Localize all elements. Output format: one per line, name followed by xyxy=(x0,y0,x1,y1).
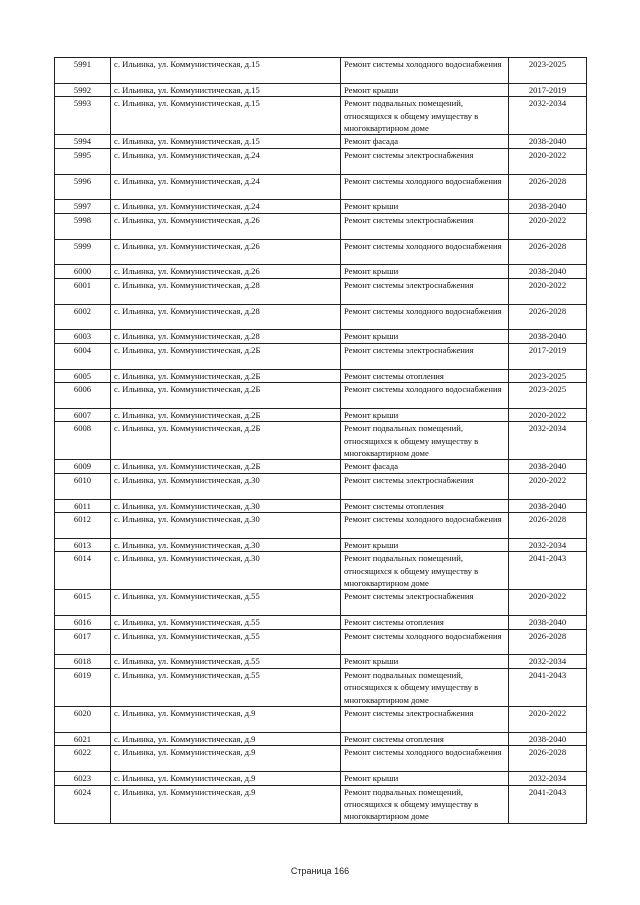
table-row xyxy=(55,239,587,265)
cell-address: с. Ильинка, ул. Коммунистическая, д.55 xyxy=(111,655,341,668)
table-row xyxy=(55,655,587,668)
cell-work-type: Ремонт системы отопления xyxy=(341,369,509,382)
cell-number: 6016 xyxy=(55,616,111,629)
table-row xyxy=(55,590,587,616)
cell-work-type: Ремонт подвальных помещений, относящихся к общему имуществу в многоквартирном доме xyxy=(341,785,509,823)
cell-address: с. Ильинка, ул. Коммунистическая, д.30 xyxy=(111,473,341,499)
cell-period: 2038-2040 xyxy=(509,460,587,473)
cell-address: с. Ильинка, ул. Коммунистическая, д.2Б xyxy=(111,369,341,382)
cell-period: 2023-2025 xyxy=(509,369,587,382)
cell-period: 2038-2040 xyxy=(509,616,587,629)
cell-period: 2026-2028 xyxy=(509,174,587,200)
cell-address: с. Ильинка, ул. Коммунистическая, д.2Б xyxy=(111,343,341,369)
cell-period: 2038-2040 xyxy=(509,330,587,343)
cell-work-type: Ремонт фасада xyxy=(341,135,509,148)
table-row xyxy=(55,369,587,382)
cell-number: 6002 xyxy=(55,304,111,330)
cell-address: с. Ильинка, ул. Коммунистическая, д.28 xyxy=(111,330,341,343)
table-row xyxy=(55,148,587,174)
table-row xyxy=(55,304,587,330)
cell-address: с. Ильинка, ул. Коммунистическая, д.30 xyxy=(111,552,341,590)
cell-address: с. Ильинка, ул. Коммунистическая, д.15 xyxy=(111,97,341,135)
table-row xyxy=(55,772,587,785)
table-row xyxy=(55,330,587,343)
cell-work-type: Ремонт системы холодного водоснабжения xyxy=(341,239,509,265)
cell-number: 6018 xyxy=(55,655,111,668)
cell-work-type: Ремонт крыши xyxy=(341,330,509,343)
cell-address: с. Ильинка, ул. Коммунистическая, д.26 xyxy=(111,265,341,278)
cell-address: с. Ильинка, ул. Коммунистическая, д.15 xyxy=(111,135,341,148)
cell-work-type: Ремонт системы холодного водоснабжения xyxy=(341,629,509,655)
cell-work-type: Ремонт фасада xyxy=(341,460,509,473)
cell-work-type: Ремонт подвальных помещений, относящихся к общему имуществу в многоквартирном доме xyxy=(341,668,509,706)
cell-address: с. Ильинка, ул. Коммунистическая, д.55 xyxy=(111,629,341,655)
cell-address: с. Ильинка, ул. Коммунистическая, д.9 xyxy=(111,732,341,745)
cell-number: 6009 xyxy=(55,460,111,473)
cell-address: с. Ильинка, ул. Коммунистическая, д.30 xyxy=(111,499,341,512)
cell-period: 2032-2034 xyxy=(509,655,587,668)
cell-work-type: Ремонт крыши xyxy=(341,200,509,213)
cell-work-type: Ремонт подвальных помещений, относящихся к общему имуществу в многоквартирном доме xyxy=(341,97,509,135)
table-row xyxy=(55,707,587,733)
cell-period: 2041-2043 xyxy=(509,668,587,706)
cell-address: с. Ильинка, ул. Коммунистическая, д.28 xyxy=(111,278,341,304)
table-row xyxy=(55,668,587,706)
cell-number: 6021 xyxy=(55,732,111,745)
cell-period: 2026-2028 xyxy=(509,304,587,330)
cell-address: с. Ильинка, ул. Коммунистическая, д.2Б xyxy=(111,460,341,473)
cell-address: с. Ильинка, ул. Коммунистическая, д.28 xyxy=(111,304,341,330)
cell-address: с. Ильинка, ул. Коммунистическая, д.15 xyxy=(111,83,341,96)
cell-work-type: Ремонт системы электроснабжения xyxy=(341,473,509,499)
cell-number: 6017 xyxy=(55,629,111,655)
cell-period: 2038-2040 xyxy=(509,732,587,745)
cell-number: 6012 xyxy=(55,513,111,539)
cell-number: 6011 xyxy=(55,499,111,512)
cell-period: 2038-2040 xyxy=(509,499,587,512)
cell-address: с. Ильинка, ул. Коммунистическая, д.55 xyxy=(111,616,341,629)
cell-work-type: Ремонт крыши xyxy=(341,772,509,785)
cell-address: с. Ильинка, ул. Коммунистическая, д.30 xyxy=(111,513,341,539)
repair-schedule-table xyxy=(54,57,587,824)
cell-number: 6004 xyxy=(55,343,111,369)
table-row xyxy=(55,513,587,539)
page-number: Страница 166 xyxy=(290,866,350,876)
cell-address: с. Ильинка, ул. Коммунистическая, д.15 xyxy=(111,58,341,84)
cell-address: с. Ильинка, ул. Коммунистическая, д.2Б xyxy=(111,408,341,421)
cell-work-type: Ремонт системы отопления xyxy=(341,499,509,512)
cell-period: 2041-2043 xyxy=(509,552,587,590)
cell-period: 2032-2034 xyxy=(509,97,587,135)
cell-number: 5999 xyxy=(55,239,111,265)
cell-number: 6023 xyxy=(55,772,111,785)
table-row xyxy=(55,174,587,200)
cell-period: 2026-2028 xyxy=(509,746,587,772)
table-row xyxy=(55,58,587,84)
cell-number: 5992 xyxy=(55,83,111,96)
cell-work-type: Ремонт крыши xyxy=(341,538,509,551)
cell-address: с. Ильинка, ул. Коммунистическая, д.30 xyxy=(111,538,341,551)
cell-period: 2020-2022 xyxy=(509,590,587,616)
table-row xyxy=(55,200,587,213)
cell-period: 2023-2025 xyxy=(509,383,587,409)
cell-address: с. Ильинка, ул. Коммунистическая, д.9 xyxy=(111,746,341,772)
table-row xyxy=(55,732,587,745)
cell-work-type: Ремонт системы холодного водоснабжения xyxy=(341,304,509,330)
cell-work-type: Ремонт крыши xyxy=(341,265,509,278)
cell-work-type: Ремонт подвальных помещений, относящихся к общему имуществу в многоквартирном доме xyxy=(341,552,509,590)
table-row xyxy=(55,538,587,551)
table-row xyxy=(55,473,587,499)
table-row xyxy=(55,343,587,369)
cell-work-type: Ремонт системы электроснабжения xyxy=(341,148,509,174)
table-row xyxy=(55,616,587,629)
cell-period: 2020-2022 xyxy=(509,707,587,733)
cell-period: 2023-2025 xyxy=(509,58,587,84)
cell-number: 6008 xyxy=(55,422,111,460)
cell-number: 5997 xyxy=(55,200,111,213)
cell-work-type: Ремонт системы электроснабжения xyxy=(341,278,509,304)
cell-address: с. Ильинка, ул. Коммунистическая, д.24 xyxy=(111,174,341,200)
table-row xyxy=(55,383,587,409)
cell-address: с. Ильинка, ул. Коммунистическая, д.9 xyxy=(111,785,341,823)
table-row xyxy=(55,408,587,421)
cell-address: с. Ильинка, ул. Коммунистическая, д.24 xyxy=(111,200,341,213)
cell-number: 6000 xyxy=(55,265,111,278)
cell-period: 2020-2022 xyxy=(509,213,587,239)
cell-address: с. Ильинка, ул. Коммунистическая, д.2Б xyxy=(111,422,341,460)
cell-address: с. Ильинка, ул. Коммунистическая, д.9 xyxy=(111,772,341,785)
cell-period: 2026-2028 xyxy=(509,513,587,539)
table-row xyxy=(55,135,587,148)
cell-period: 2020-2022 xyxy=(509,408,587,421)
cell-address: с. Ильинка, ул. Коммунистическая, д.55 xyxy=(111,590,341,616)
cell-period: 2017-2019 xyxy=(509,83,587,96)
cell-address: с. Ильинка, ул. Коммунистическая, д.26 xyxy=(111,239,341,265)
cell-number: 6013 xyxy=(55,538,111,551)
table-row xyxy=(55,265,587,278)
cell-work-type: Ремонт системы холодного водоснабжения xyxy=(341,174,509,200)
cell-work-type: Ремонт системы холодного водоснабжения xyxy=(341,58,509,84)
cell-number: 6010 xyxy=(55,473,111,499)
cell-number: 6005 xyxy=(55,369,111,382)
cell-address: с. Ильинка, ул. Коммунистическая, д.2Б xyxy=(111,383,341,409)
cell-period: 2032-2034 xyxy=(509,422,587,460)
cell-number: 6014 xyxy=(55,552,111,590)
cell-address: с. Ильинка, ул. Коммунистическая, д.24 xyxy=(111,148,341,174)
table-row xyxy=(55,97,587,135)
cell-work-type: Ремонт системы электроснабжения xyxy=(341,590,509,616)
table-row xyxy=(55,785,587,823)
table-row xyxy=(55,499,587,512)
cell-number: 6015 xyxy=(55,590,111,616)
cell-number: 6007 xyxy=(55,408,111,421)
cell-number: 6020 xyxy=(55,707,111,733)
cell-number: 5996 xyxy=(55,174,111,200)
cell-period: 2041-2043 xyxy=(509,785,587,823)
cell-number: 6022 xyxy=(55,746,111,772)
table-row xyxy=(55,460,587,473)
table-row xyxy=(55,83,587,96)
cell-period: 2020-2022 xyxy=(509,148,587,174)
cell-period: 2017-2019 xyxy=(509,343,587,369)
table-row xyxy=(55,552,587,590)
cell-period: 2032-2034 xyxy=(509,538,587,551)
cell-period: 2038-2040 xyxy=(509,200,587,213)
cell-period: 2032-2034 xyxy=(509,772,587,785)
cell-work-type: Ремонт системы электроснабжения xyxy=(341,343,509,369)
table-row xyxy=(55,422,587,460)
cell-work-type: Ремонт подвальных помещений, относящихся к общему имуществу в многоквартирном доме xyxy=(341,422,509,460)
cell-work-type: Ремонт системы холодного водоснабжения xyxy=(341,513,509,539)
cell-work-type: Ремонт крыши xyxy=(341,83,509,96)
cell-number: 6003 xyxy=(55,330,111,343)
table-row xyxy=(55,629,587,655)
cell-period: 2038-2040 xyxy=(509,265,587,278)
cell-number: 5998 xyxy=(55,213,111,239)
table-row xyxy=(55,213,587,239)
table-row xyxy=(55,278,587,304)
cell-work-type: Ремонт системы отопления xyxy=(341,616,509,629)
cell-period: 2020-2022 xyxy=(509,278,587,304)
cell-number: 6024 xyxy=(55,785,111,823)
cell-work-type: Ремонт системы электроснабжения xyxy=(341,213,509,239)
cell-number: 6006 xyxy=(55,383,111,409)
cell-work-type: Ремонт системы холодного водоснабжения xyxy=(341,746,509,772)
cell-work-type: Ремонт крыши xyxy=(341,408,509,421)
cell-period: 2020-2022 xyxy=(509,473,587,499)
cell-number: 5994 xyxy=(55,135,111,148)
cell-address: с. Ильинка, ул. Коммунистическая, д.55 xyxy=(111,668,341,706)
table-row xyxy=(55,746,587,772)
cell-work-type: Ремонт системы холодного водоснабжения xyxy=(341,383,509,409)
cell-work-type: Ремонт системы электроснабжения xyxy=(341,707,509,733)
cell-number: 5995 xyxy=(55,148,111,174)
cell-number: 6001 xyxy=(55,278,111,304)
cell-period: 2026-2028 xyxy=(509,629,587,655)
cell-work-type: Ремонт крыши xyxy=(341,655,509,668)
cell-number: 6019 xyxy=(55,668,111,706)
cell-address: с. Ильинка, ул. Коммунистическая, д.26 xyxy=(111,213,341,239)
cell-number: 5993 xyxy=(55,97,111,135)
cell-number: 5991 xyxy=(55,58,111,84)
cell-work-type: Ремонт системы отопления xyxy=(341,732,509,745)
table-body xyxy=(55,58,587,824)
cell-period: 2038-2040 xyxy=(509,135,587,148)
cell-period: 2026-2028 xyxy=(509,239,587,265)
cell-address: с. Ильинка, ул. Коммунистическая, д.9 xyxy=(111,707,341,733)
